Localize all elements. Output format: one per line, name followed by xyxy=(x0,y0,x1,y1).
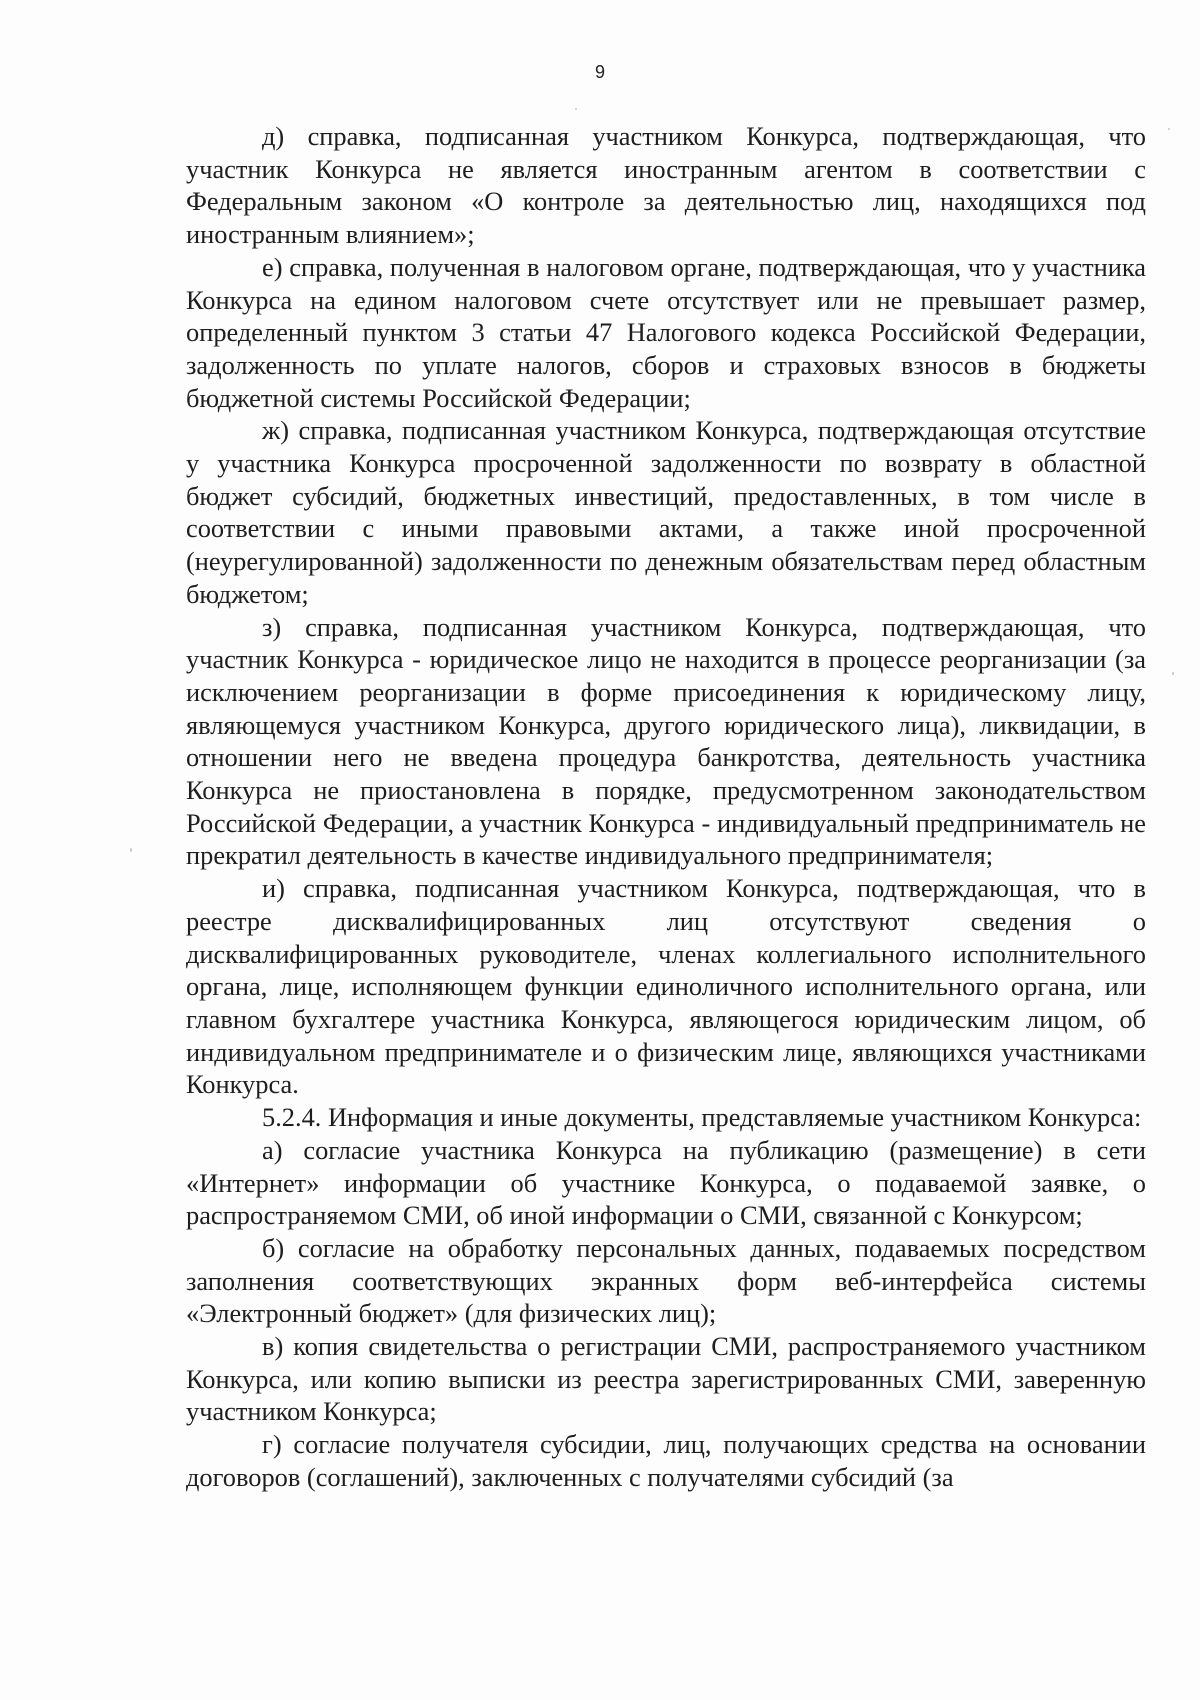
scan-speck xyxy=(130,848,132,852)
paragraph-item-v: в) копия свидетельства о регистрации СМИ, распространяемого участником Конкурса, или копию выписки из реестра зарегистрированных СМИ, заверенную участником Конкурса; xyxy=(186,1331,1146,1427)
paragraph-item-zh: ж) справка, подписанная участником Конкурса, подтверждающая отсутствие у участника Конкурса просроченной задолженности по возврату в областной бюджет субсидий, бюджетных инвестиций, предоставленных, в том числе в соответствии с иными правовыми актами, а также иной просроченной (неурегулированной) задолженности по денежным обязательствам перед областным бюджетом; xyxy=(186,415,1146,609)
scan-speck xyxy=(575,108,577,110)
scan-speck xyxy=(1168,128,1170,130)
document-body xyxy=(186,120,1146,1494)
paragraph-item-g: г) согласие получателя субсидии, лиц, получающих средства на основании договоров (соглашений), заключенных с получателями субсидий (за xyxy=(186,1429,1146,1492)
scan-speck xyxy=(1172,672,1174,675)
paragraph-item-d: д) справка, подписанная участником Конкурса, подтверждающая, что участник Конкурса не является иностранным агентом в соответствии с Федеральным законом «О контроле за деятельностью лиц, находящихся под иностранным влиянием»; xyxy=(186,121,1146,250)
paragraph-section-5-2-4: 5.2.4. Информация и иные документы, представляемые участником Конкурса: xyxy=(262,1102,1142,1133)
paragraph-item-z: з) справка, подписанная участником Конкурса, подтверждающая, что участник Конкурса - юридическое лицо не находится в процессе реорганизации (за исключением реорганизации в форме присоединения к юридическому лицу, являющемуся участником Конкурса, другого юридического лица), ликвидации, в отношении него не введена процедура банкротства, деятельность участника Конкурса не приостановлена в порядке, предусмотренном законодательством Российской Федерации, а участник Конкурса - индивидуальный предприниматель не прекратил деятельность в качестве индивидуального предпринимателя; xyxy=(186,611,1146,871)
paragraph-item-b: б) согласие на обработку персональных данных, подаваемых посредством заполнения соответствующих экранных форм веб-интерфейса системы «Электронный бюджет» (для физических лиц); xyxy=(186,1232,1146,1329)
page-number: 9 xyxy=(594,62,605,82)
paragraph-item-i: и) справка, подписанная участником Конкурса, подтверждающая, что в реестре дисквалифицированных лиц отсутствуют сведения о дисквалифицированных руководителе, членах коллегиального исполнительного органа, лице, исполняющем функции единоличного исполнительного органа, или главном бухгалтере участника Конкурса, являющегося юридическим лицом, об индивидуальном предпринимателе и о физическим лице, являющихся участниками Конкурса. xyxy=(186,873,1146,1100)
paragraph-item-e: е) справка, полученная в налоговом органе, подтверждающая, что у участника Конкурса на едином налоговом счете отсутствует или не превышает размер, определенный пунктом 3 статьи 47 Налогового кодекса Российской Федерации, задолженность по уплате налогов, сборов и страховых взносов в бюджеты бюджетной системы Российской Федерации; xyxy=(186,251,1146,413)
paragraph-item-a: а) согласие участника Конкурса на публикацию (размещение) в сети «Интернет» информации об участнике Конкурса, о подаваемой заявке, о распространяемом СМИ, об иной информации о СМИ, связанной с Конкурсом; xyxy=(186,1134,1146,1231)
